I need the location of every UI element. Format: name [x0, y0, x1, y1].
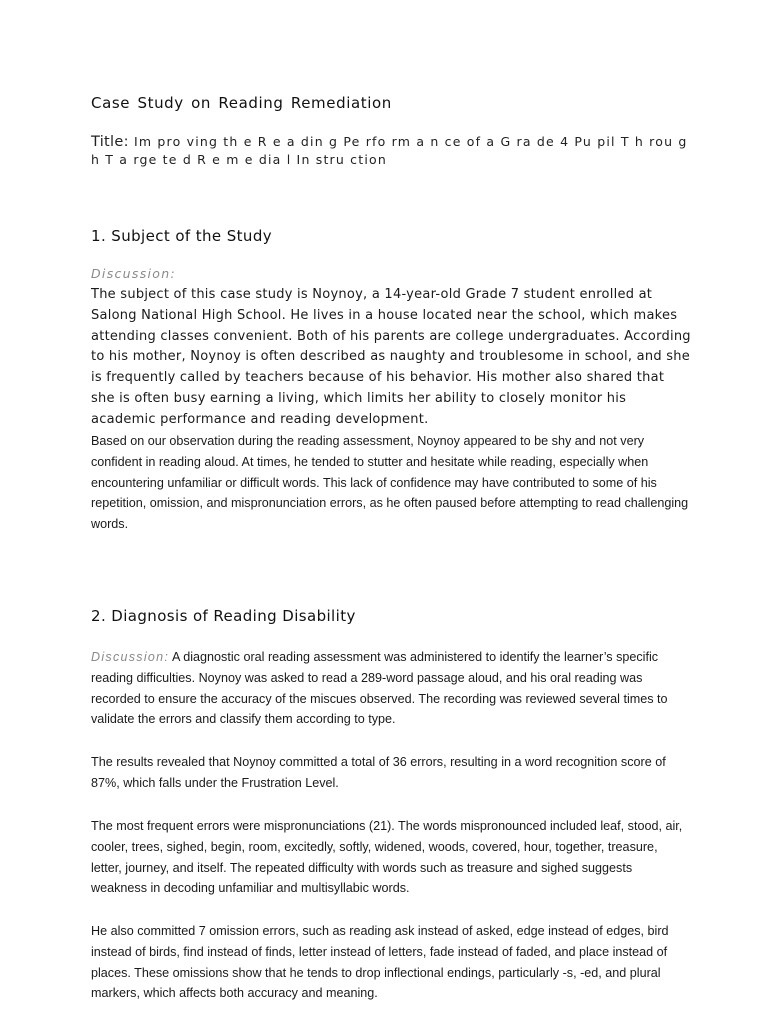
- paragraph-mispronunciations: The most frequent errors were mispronunciations (21). The words mispronounced included leaf, stood, air, cooler, trees, sighed, begin, room, excitedly, softly, widened, woods, covered, hour, together, treasure, letter, journey, and itself. The repeated difficulty with words such as treasure and sighed suggests weakness in decoding unfamiliar and multisyllabic words.: [91, 819, 683, 896]
- paragraph-subject-profile: The subject of this case study is Noynoy, a 14-year-old Grade 7 student enrolled at Salong National High School. He lives in a house located near the school, which makes attending classes convenient. Both of his parents are college undergraduates. According to his mother, Noynoy is often described as naughty and troublesome in school, and she is frequently called by teachers because of his behavior. His mother also shared that she is often busy earning a living, which limits her ability to closely monitor his academic performance and reading development.: [91, 287, 691, 427]
- subtitle-line-1: [91, 134, 688, 150]
- section-heading-diagnosis: 2. Diagnosis of Reading Disability: [91, 607, 356, 625]
- document-title: Case Study on Reading Remediation: [91, 94, 392, 112]
- assessment-text: A diagnostic oral reading assessment was administered to identify the learner’s specific reading difficulties. Noynoy was asked to read a 289-word passage aloud, and his oral reading was recorded to ensure the accuracy of the miscues observed. The recording was reviewed several times to validate the errors and classify them according to type.: [91, 650, 668, 727]
- document-subtitle: [91, 134, 688, 167]
- discussion-label-2: Discussion:: [91, 650, 170, 664]
- section-heading-subject: 1. Subject of the Study: [91, 227, 273, 245]
- paragraph-omissions: He also committed 7 omission errors, such as reading ask instead of asked, edge instead of edges, bird instead of birds, find instead of finds, letter instead of letters, fade instead of faded, and place instead of places. These omissions show that he tends to drop inflectional endings, particularly -s, -ed, and plural markers, which affects both accuracy and meaning.: [91, 924, 669, 1001]
- subtitle-line-2: h T a rge te d R e m e dia l In stru ction: [91, 152, 387, 167]
- subtitle-text-1: Im pro ving th e R e a din g Pe rfo rm a n ce of a G ra de 4 Pu pil T h rou g: [133, 134, 688, 149]
- subtitle-label: Title:: [91, 134, 129, 150]
- paragraph-observation: Based on our observation during the reading assessment, Noynoy appeared to be shy and not very confident in reading aloud. At times, he tended to stutter and hesitate while reading, especially when encountering unfamiliar or difficult words. This lack of confidence may have contributed to some of his repetition, omission, and mispronunciation errors, as he often paused before attempting to read challenging words.: [91, 434, 689, 532]
- paragraph-results: The results revealed that Noynoy committed a total of 36 errors, resulting in a word recognition score of 87%, which falls under the Frustration Level.: [91, 755, 666, 790]
- discussion-label-1: Discussion:: [91, 266, 176, 281]
- paragraph-assessment: [91, 647, 691, 730]
